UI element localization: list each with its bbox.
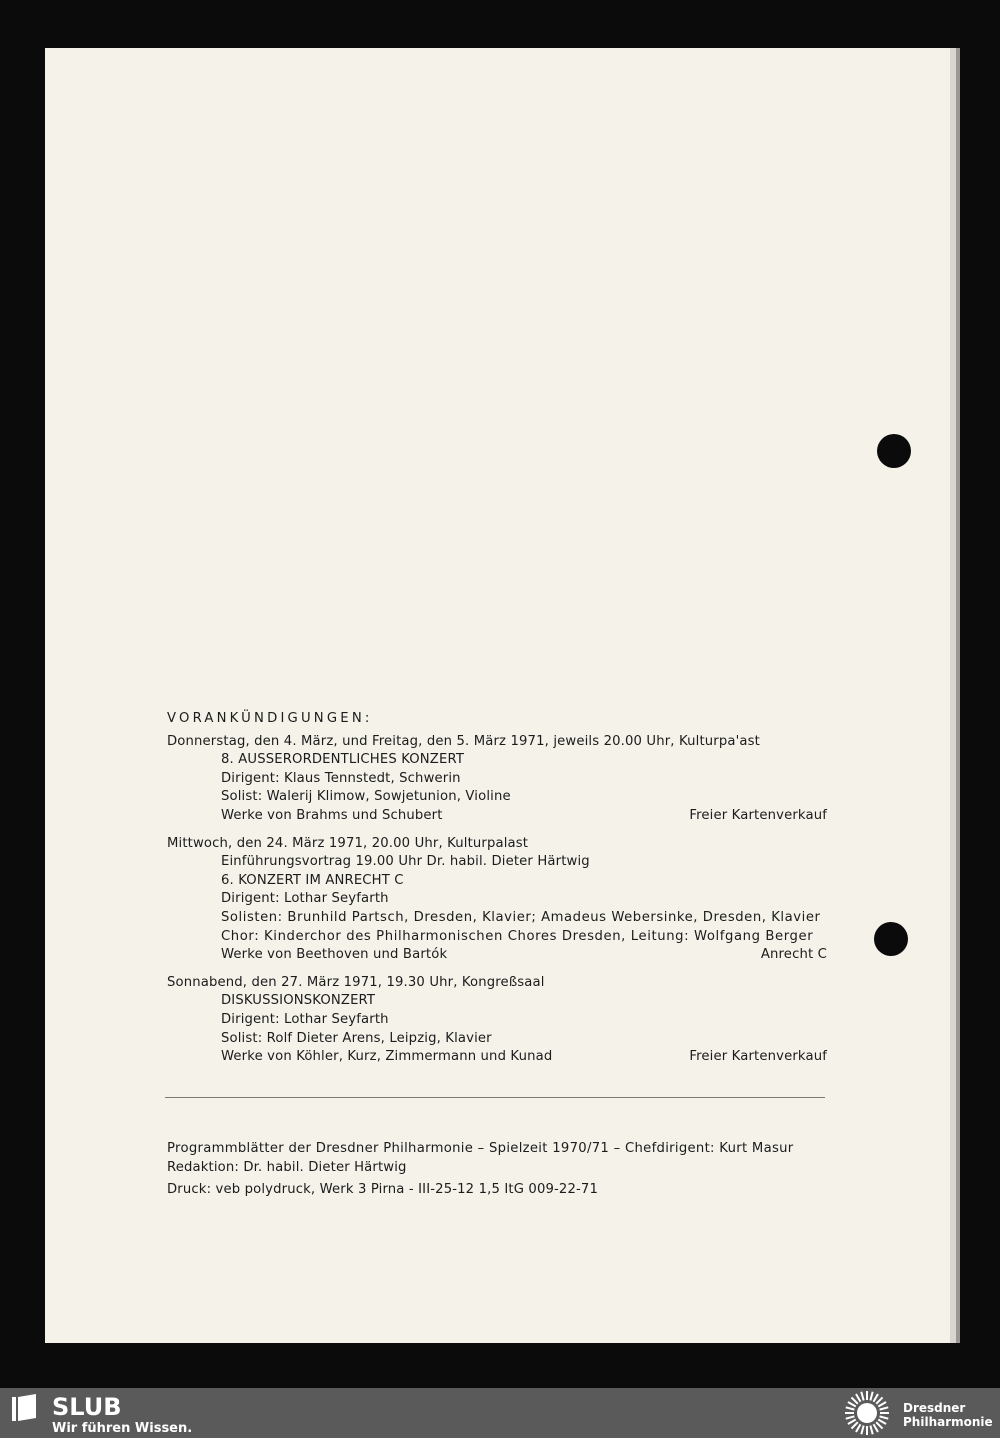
announcements-section: [167, 710, 827, 1067]
book-stack-icon: [12, 1393, 38, 1423]
event-works-text: Werke von Köhler, Kurz, Zimmermann und Kunad: [221, 1049, 553, 1065]
punch-hole-lower: [874, 922, 908, 956]
event-works: [167, 946, 827, 965]
event-soloists: Solisten: Brunhild Partsch, Dresden, Klavier; Amadeus Webersinke, Dresden, Klavier: [221, 909, 821, 925]
section-divider: [165, 1097, 825, 1098]
imprint-program-line: Programmblätter der Dresdner Philharmonie – Spielzeit 1970/71 – Chefdirigent: Kurt Masur: [167, 1141, 794, 1156]
sunburst-ray: [848, 1420, 856, 1425]
sunburst-ray: [846, 1407, 855, 1409]
event-intro-lecture: Einführungsvortrag 19.00 Uhr Dr. habil. Dieter Härtwig: [221, 854, 590, 870]
event-title: 6. KONZERT IM ANRECHT C: [221, 872, 404, 888]
imprint-editor-line: Redaktion: Dr. habil. Dieter Härtwig: [167, 1159, 407, 1175]
event-date-line: Donnerstag, den 4. März, und Freitag, den 5. März 1971, jeweils 20.00 Uhr, Kulturpa'ast: [167, 733, 760, 749]
event-entry: [167, 835, 827, 965]
ticket-note: Freier Kartenverkauf: [689, 1049, 827, 1065]
announcements-heading: VORANKÜNDIGUNGEN:: [167, 711, 373, 726]
sunburst-ray: [876, 1422, 882, 1428]
philharmonie-line1: Dresdner: [903, 1401, 966, 1415]
punch-hole-upper: [877, 434, 911, 468]
sunburst-ray: [880, 1416, 889, 1418]
event-date-line: Sonnabend, den 27. März 1971, 19.30 Uhr, Kongreßsaal: [167, 974, 545, 990]
sunburst-ray: [856, 1424, 861, 1432]
event-works: [167, 1048, 827, 1067]
sunburst-ray: [861, 1426, 863, 1435]
imprint: [167, 1140, 827, 1200]
event-choir: Chor: Kinderchor des Philharmonischen Chores Dresden, Leitung: Wolfgang Berger: [221, 928, 814, 944]
sunburst-ray: [878, 1402, 886, 1407]
sunburst-ray: [878, 1420, 886, 1425]
sunburst-ray: [851, 1422, 857, 1428]
sunburst-ray: [870, 1426, 872, 1435]
sunburst-ray: [876, 1397, 882, 1403]
event-entry: [167, 974, 827, 1067]
slub-tagline: Wir führen Wissen.: [52, 1421, 193, 1436]
sunburst-ray: [874, 1394, 879, 1402]
sunburst-ray: [846, 1416, 855, 1418]
sunburst-ray: [880, 1407, 889, 1409]
event-soloist: Solist: Walerij Klimow, Sowjetunion, Violine: [221, 789, 511, 805]
imprint-print-line: Druck: veb polydruck, Werk 3 Pirna - III-25-12 1,5 ItG 009-22-71: [167, 1182, 598, 1198]
sunburst-ray: [870, 1392, 872, 1401]
event-title: DISKUSSIONSKONZERT: [221, 993, 376, 1009]
ticket-note: Freier Kartenverkauf: [689, 807, 827, 823]
event-soloist: Solist: Rolf Dieter Arens, Leipzig, Klavier: [221, 1030, 492, 1046]
event-title: 8. AUSSERORDENTLICHES KONZERT: [221, 752, 465, 768]
event-conductor: Dirigent: Lothar Seyfarth: [221, 891, 389, 907]
sunburst-ray: [851, 1397, 857, 1403]
sunburst-ray: [848, 1402, 856, 1407]
event-works: [167, 807, 827, 826]
event-works-text: Werke von Beethoven und Bartók: [221, 947, 448, 963]
philharmonie-line2: Philharmonie: [903, 1415, 993, 1429]
ticket-note: Anrecht C: [760, 947, 827, 963]
sunburst-ray: [856, 1394, 861, 1402]
event-works-text: Werke von Brahms und Schubert: [221, 807, 443, 823]
sunburst-ray: [861, 1392, 863, 1401]
event-date-line: Mittwoch, den 24. März 1971, 20.00 Uhr, Kulturpalast: [167, 835, 529, 851]
event-conductor: Dirigent: Klaus Tennstedt, Schwerin: [221, 770, 461, 786]
philharmonie-logo-text: [903, 1401, 993, 1429]
slub-logo-text: SLUB: [52, 1393, 122, 1421]
sunburst-ray: [874, 1424, 879, 1432]
sunburst-logo-icon: [842, 1388, 892, 1438]
event-entry: [167, 733, 827, 826]
event-conductor: Dirigent: Lothar Seyfarth: [221, 1011, 389, 1027]
